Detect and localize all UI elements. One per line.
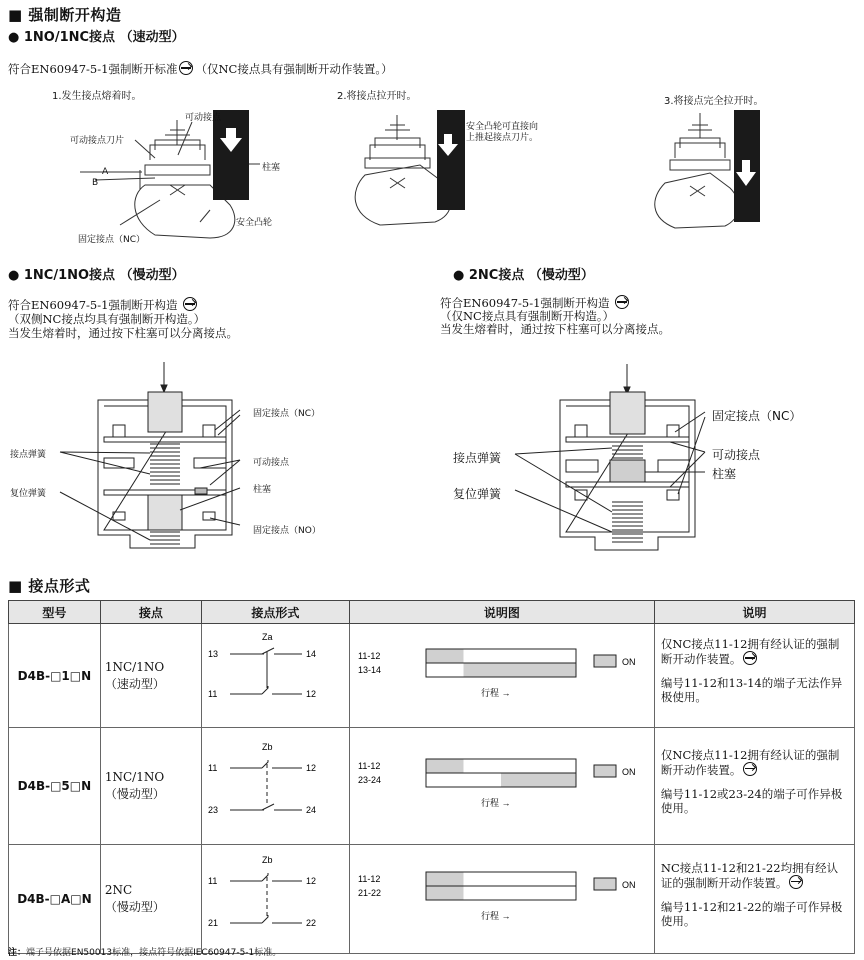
footnote-prefix: 注： (8, 948, 27, 958)
snap-standard-note: （仅NC接点具有强制断开动作装置。） (195, 62, 393, 76)
table-row (9, 624, 855, 728)
contact-action: （慢动型） (104, 787, 165, 801)
positive-opening-icon (179, 61, 193, 75)
terminal-1: 11 (208, 763, 218, 773)
label-movable-contact: 可动接点 (185, 113, 222, 123)
terminal-4: 24 (306, 805, 317, 815)
cell-contact (100, 845, 201, 954)
slow-nc-no-line1: 符合EN60947-5-1强制断开构造 (8, 298, 178, 312)
bar2-label: 23-24 (357, 775, 381, 785)
stroke-diagram (356, 751, 654, 821)
bar2-label: 21-22 (357, 888, 381, 898)
label-a: A (102, 167, 109, 177)
contact-type: 1NC/1NO (104, 659, 165, 674)
slow-2nc-line1-row (440, 295, 670, 310)
cell-contact-form (201, 728, 349, 845)
label-b: B (92, 178, 99, 188)
label-return-spring-2: 复位弹簧 (453, 487, 502, 501)
contact-symbol (202, 628, 348, 724)
label-return-spring-1: 复位弹簧 (10, 489, 47, 499)
on-legend-label: ON (621, 656, 636, 667)
on-segment (426, 649, 464, 663)
slow-nc-no-text (8, 297, 238, 340)
stroke-diagram (356, 864, 654, 934)
on-legend-swatch (594, 878, 616, 890)
step-1-label: 1.发生接点熔着时。 (52, 91, 142, 102)
snap-standard-line (8, 61, 393, 76)
cell-description (654, 845, 854, 954)
slow-nc-no-line1-row (8, 297, 238, 312)
on-segment (426, 886, 464, 900)
stroke-label: 行程 → (480, 687, 511, 698)
cell-description (654, 624, 854, 728)
snap-step2-illustration (340, 100, 540, 230)
description-text-1-row (661, 748, 848, 777)
on-legend-swatch (594, 655, 616, 667)
cell-description (654, 728, 854, 845)
label-movable-contact-2: 可动接点 (712, 448, 761, 462)
contact-action: （速动型） (104, 676, 165, 691)
subsection-title-slow-nc-no: ● 1NC/1NO接点 （慢动型） (8, 268, 185, 283)
contact-symbol (202, 738, 348, 834)
section-title-structure: ■ 强制断开构造 (8, 6, 122, 24)
positive-opening-icon (183, 297, 197, 311)
terminal-2: 12 (306, 763, 317, 773)
cell-contact-form (201, 624, 349, 728)
slow-nc-no-line3: 当发生熔着时，通过按下柱塞可以分离接点。 (8, 326, 238, 340)
step-2-label: 2.将接点拉开时。 (337, 91, 417, 102)
positive-opening-icon (789, 875, 803, 889)
label-fixed-no-1: 固定接点（NO） (253, 526, 321, 536)
terminal-3: 23 (208, 805, 219, 815)
header-contact: 接点 (100, 601, 201, 624)
label-movable-blade: 可动接点刀片 (70, 136, 125, 146)
terminal-2: 12 (306, 876, 317, 886)
description-text-2: 编号11-12和13-14的端子无法作异极使用。 (660, 676, 843, 704)
on-legend-label: ON (621, 767, 636, 777)
cam-note-line1: 安全凸轮可直接向 (466, 122, 539, 132)
slow-2nc-text (440, 295, 670, 336)
description-text-2: 编号11-12和21-22的端子可作异极使用。 (660, 899, 843, 928)
label-movable-contact-1: 可动接点 (253, 458, 290, 468)
slow-2nc-line2: （仅NC接点具有强制断开构造。） (440, 309, 615, 323)
label-fixed-nc: 固定接点（NC） (78, 235, 146, 245)
cam-note-line2: 上推起接点刀片。 (466, 133, 539, 143)
label-contact-spring-1: 接点弹簧 (10, 450, 47, 460)
positive-opening-icon (743, 651, 757, 665)
cell-diagram (349, 624, 654, 728)
description-text-1-row (661, 861, 848, 890)
description-text-1: 仅NC接点11-12拥有经认证的强制断开动作装置。 (660, 747, 840, 777)
cell-model: D4B-□5□N (9, 728, 101, 845)
contact-symbol (202, 851, 348, 947)
on-segment (426, 872, 464, 886)
description-text-1: 仅NC接点11-12拥有经认证的强制断开动作装置。 (660, 637, 840, 666)
cell-contact (100, 624, 201, 728)
table-header-row (9, 601, 855, 624)
positive-opening-icon (615, 295, 629, 309)
header-model: 型号 (9, 601, 101, 624)
label-plunger-1: 柱塞 (253, 485, 272, 495)
bar2-label: 13-14 (357, 664, 381, 675)
header-contact-form: 接点形式 (201, 601, 349, 624)
subsection-title-snap: ● 1NO/1NC接点 （速动型） (8, 30, 185, 45)
cell-diagram (349, 845, 654, 954)
label-safety-cam: 安全凸轮 (236, 218, 273, 228)
cell-contact-form (201, 845, 349, 954)
stroke-label: 行程 → (480, 798, 511, 808)
label-contact-spring-2: 接点弹簧 (453, 451, 502, 465)
table-row (9, 845, 855, 954)
slow-2nc-line1: 符合EN60947-5-1强制断开构造 (440, 296, 610, 310)
stroke-diagram (356, 641, 654, 711)
bar1-label: 11-12 (357, 761, 381, 771)
stroke-label: 行程 → (480, 911, 511, 921)
cell-model: D4B-□1□N (9, 624, 101, 728)
terminal-3: 11 (208, 688, 218, 699)
slow-2nc-line3: 当发生熔着时，通过按下柱塞可以分离接点。 (440, 322, 670, 336)
footnote-text: 端子号依据EN50013标准，接点符号依据IEC60947-5-1标准。 (26, 948, 282, 958)
symbol-label: Zb (262, 742, 273, 752)
description-text-2: 编号11-12或23-24的端子可作异极使用。 (660, 786, 843, 815)
terminal-4: 12 (306, 688, 317, 699)
footnote (8, 945, 281, 958)
description-text-1-row (661, 637, 848, 666)
bar1-label: 11-12 (357, 650, 381, 661)
snap-standard-text: 符合EN60947-5-1强制断开标准 (8, 62, 178, 76)
header-description: 说明 (654, 601, 854, 624)
terminal-1: 13 (208, 648, 219, 659)
cell-model: D4B-□A□N (9, 845, 101, 954)
on-legend-label: ON (621, 880, 636, 890)
label-fixed-nc-2: 固定接点（NC） (712, 409, 802, 423)
symbol-label: Za (262, 631, 273, 642)
on-legend-swatch (594, 765, 616, 777)
on-segment (426, 759, 464, 773)
snap-step3-illustration (650, 108, 800, 238)
contact-action: （慢动型） (104, 900, 165, 914)
contact-type: 1NC/1NO (104, 770, 165, 784)
cam-note (466, 122, 538, 144)
cell-contact (100, 728, 201, 845)
terminal-2: 14 (306, 648, 317, 659)
step-3-label: 3.将接点完全拉开时。 (664, 96, 764, 107)
slow-nc-no-line2: （双侧NC接点均具有强制断开构造。） (8, 312, 206, 326)
label-plunger: 柱塞 (262, 163, 281, 173)
terminal-1: 11 (208, 876, 218, 886)
subsection-title-2nc: ● 2NC接点 （慢动型） (453, 268, 594, 283)
on-segment (501, 773, 576, 787)
label-fixed-nc-1: 固定接点（NC） (253, 409, 321, 419)
terminal-3: 21 (208, 918, 219, 928)
contact-type: 2NC (104, 883, 133, 897)
cell-diagram (349, 728, 654, 845)
label-plunger-2: 柱塞 (712, 467, 737, 481)
contact-form-table (8, 600, 855, 954)
description-text-1: NC接点11-12和21-22均拥有经认证的强制断开动作装置。 (660, 860, 839, 890)
positive-opening-icon (743, 762, 757, 776)
symbol-label: Zb (262, 855, 273, 865)
header-diagram: 说明图 (349, 601, 654, 624)
bar1-label: 11-12 (357, 874, 381, 884)
on-segment (463, 663, 576, 677)
section-title-contact-form: ■ 接点形式 (8, 577, 91, 595)
terminal-4: 22 (306, 918, 317, 928)
table-row (9, 728, 855, 845)
